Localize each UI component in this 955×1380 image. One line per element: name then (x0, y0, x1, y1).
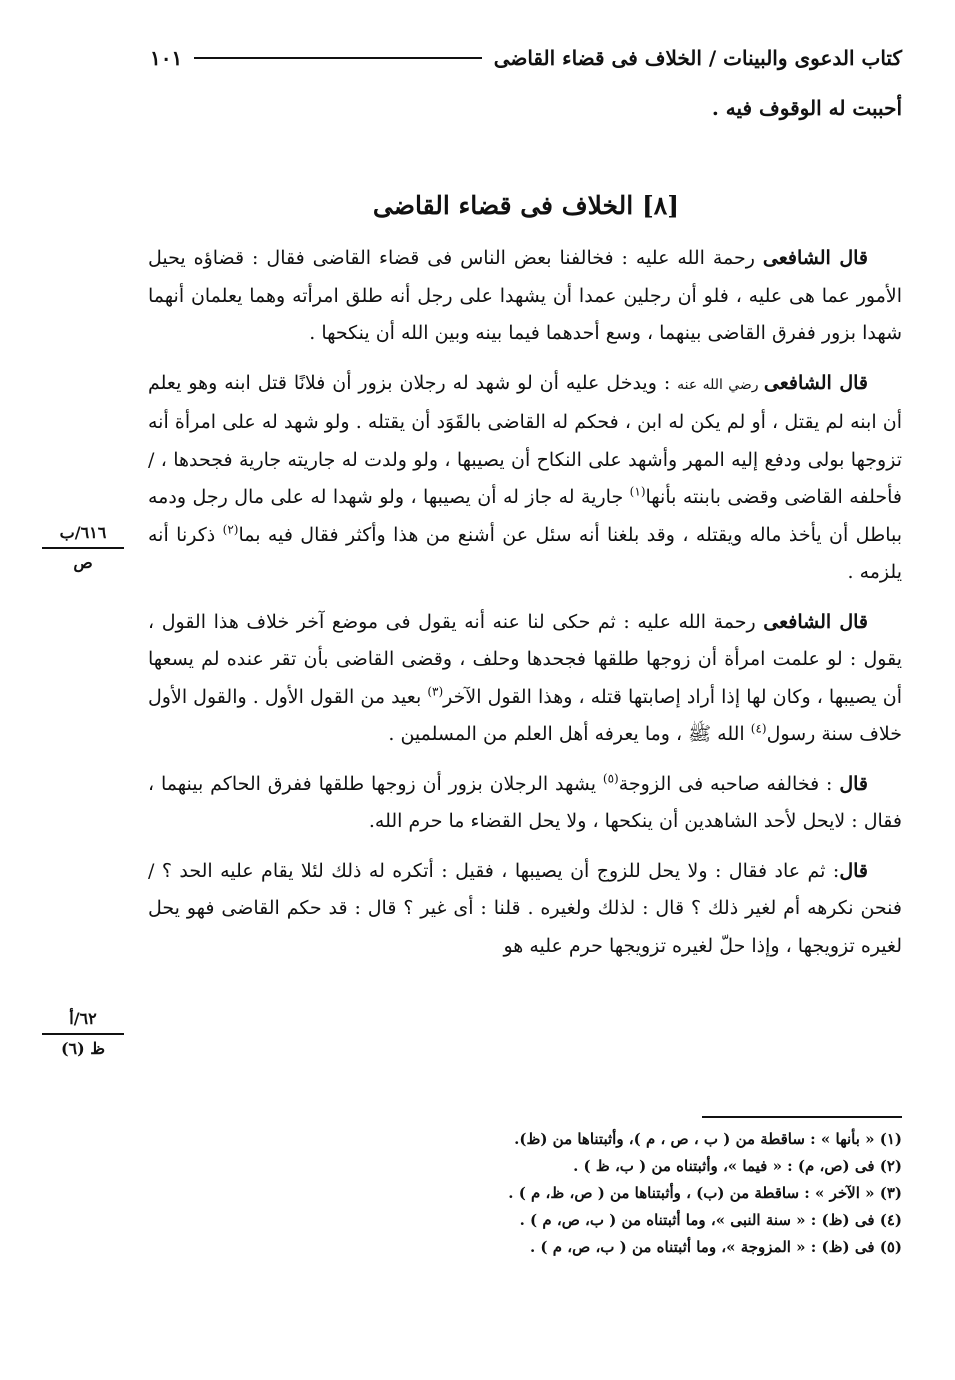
footnote-marker: (١) (629, 484, 646, 499)
paragraph-text: جارية له جاز له أن يصيبها ، ولو شهدا له على مال رجل ودمه بباطل أن يأخذ ماله ويقتله ، وقد بلغنا أنه سئل عن أشنع من هذا وأكثر فقال فيه بما (148, 486, 903, 546)
footnote-item: (٤) فى (ظ) : « سنة النبى »، وما أثبتناه من ( ب، ص، م ) . (519, 1211, 902, 1229)
paragraph-text: : فخالفه صاحبه فى الزوجة (618, 772, 840, 795)
page-number: ١٠١ (150, 46, 183, 70)
paragraph-text: الله ﷺ ، وما يعرفه أهل العلم من المسلمين . (388, 723, 751, 745)
paragraph-text: رحمة الله عليه : فخالفنا بعض الناس فى قضاء القاضى فقال : قضاؤه يحيل الأمور عما هى عليه ، فلو أن رجلين عمدا أن يشهدا على رجل أنه طلق امرأته وهما يعلمان أنهما شهدا بزور ففرق القاضى بينهما ، وسع أحدهما فيما بينه وبين الله أن ينكحها . (148, 247, 902, 344)
paragraph-2 (148, 365, 902, 592)
speaker-label: قال الشافعى (762, 247, 868, 269)
footnote-marker: (٢) (222, 522, 239, 537)
paragraph-text: بعيد من القول الأول . والقول الأول خلاف سنة رسول (148, 685, 902, 745)
footnote-item: (٣) « الآخر » : ساقطة من (ب) ، وأثبتناها من ( ص، ظ، م ) . (508, 1184, 902, 1202)
paragraph-4 (148, 766, 902, 841)
section-title: [٨] الخلاف فى قضاء القاضى (372, 191, 680, 220)
paragraph-3 (148, 604, 902, 754)
honorific: رضي الله عنه (677, 376, 764, 393)
speaker-label: قال (839, 859, 868, 882)
footnote-marker: (٣) (427, 684, 444, 699)
running-header (150, 40, 902, 76)
margin-folio: ٦٢/أ (42, 1008, 124, 1035)
margin-manuscript: ظ (٦) (60, 1039, 106, 1058)
speaker-label: قال (839, 772, 868, 795)
footnotes (150, 1126, 902, 1261)
paragraph-5 (148, 853, 902, 966)
margin-folio-note (42, 1008, 124, 1060)
paragraph-text: ذكرنا أنه يلزمه . (148, 523, 902, 583)
footnote-marker: (٤) (750, 721, 767, 736)
speaker-label: قال الشافعى (763, 610, 868, 633)
margin-folio: ٦١٦/ب (42, 522, 124, 549)
margin-manuscript: ص (73, 553, 93, 572)
footnote-item: (٥) فى (ظ) : « المزوجة »، وما أثبتناه من ( ب، ص، م ) . (529, 1238, 902, 1256)
margin-folio-note (42, 522, 124, 574)
paragraph-text: : ثم عاد فقال : ولا يحل للزوج أن يصيبها ، فقيل : أتكره له ذلك لئلا يقام عليه الحد ؟ / فنحن نكرهه أم لغير ذلك ؟ قال : لذلك ولغيره . قلنا : أى غير ؟ قال : قد حكم القاضى فهو يحل لغيره تزويجها ، وإذا حلّ لغيره تزويجها حرم عليه هو (148, 859, 902, 957)
paragraph-text: : ويدخل عليه أن لو شهد له رجلان بزور أن فلانًا قتل ابنه وهو يعلم أن ابنه لم يقتل ، أو لم يكن له ابن ، فحكم له القاضى بالقَوَد أن يقتله . ولو شهد له على امرأة أنه تزوجها بولى ودفع إليه المهر وأشهد على النكاح أن يصيبها ، ولو ولدت له جاريته جارية فجحدها ، / فأحلفه القاضى وقضى بابنته بأنها (148, 371, 902, 508)
footnote-marker: (٥) (602, 771, 619, 786)
continuation-line: أحببت له الوقوف فيه . (711, 96, 902, 120)
paragraph-1 (148, 240, 902, 353)
footnote-item: (١) « بأنها » : ساقطة من ( ب ، ص ، م )، وأثبتناها من (ظ). (514, 1130, 902, 1148)
paragraph-text: رحمة الله عليه : ثم حكى لنا عنه أنه يقول فى موضع آخر خلاف هذا القول ، يقول : لو علمت امرأة أن زوجها طلقها فجحدها وحلف ، وقضى القاضى بأن تقر عنده لم يسعها أن يصيبها ، وكان لها إذا أراد إصابتها قتله ، وهذا القول الآخر (148, 610, 902, 708)
footnote-separator (702, 1116, 902, 1118)
footnote-item: (٢) فى (ص، م) : « فيما »، وأثبتناه من ( ب، ظ ) . (573, 1157, 902, 1175)
speaker-label: قال الشافعى (763, 371, 869, 394)
header-rule (194, 57, 481, 59)
main-text (148, 240, 902, 965)
paragraph-text: يشهد الرجلان بزور أن زوجها طلقها ففرق الحاكم بينهما ، فقال : لايحل لأحد الشاهدين أن ينكحها ، ولا يحل القضاء ما حرم الله. (148, 772, 902, 832)
running-title: كتاب الدعوى والبينات / الخلاف فى قضاء القاضى (493, 46, 902, 70)
